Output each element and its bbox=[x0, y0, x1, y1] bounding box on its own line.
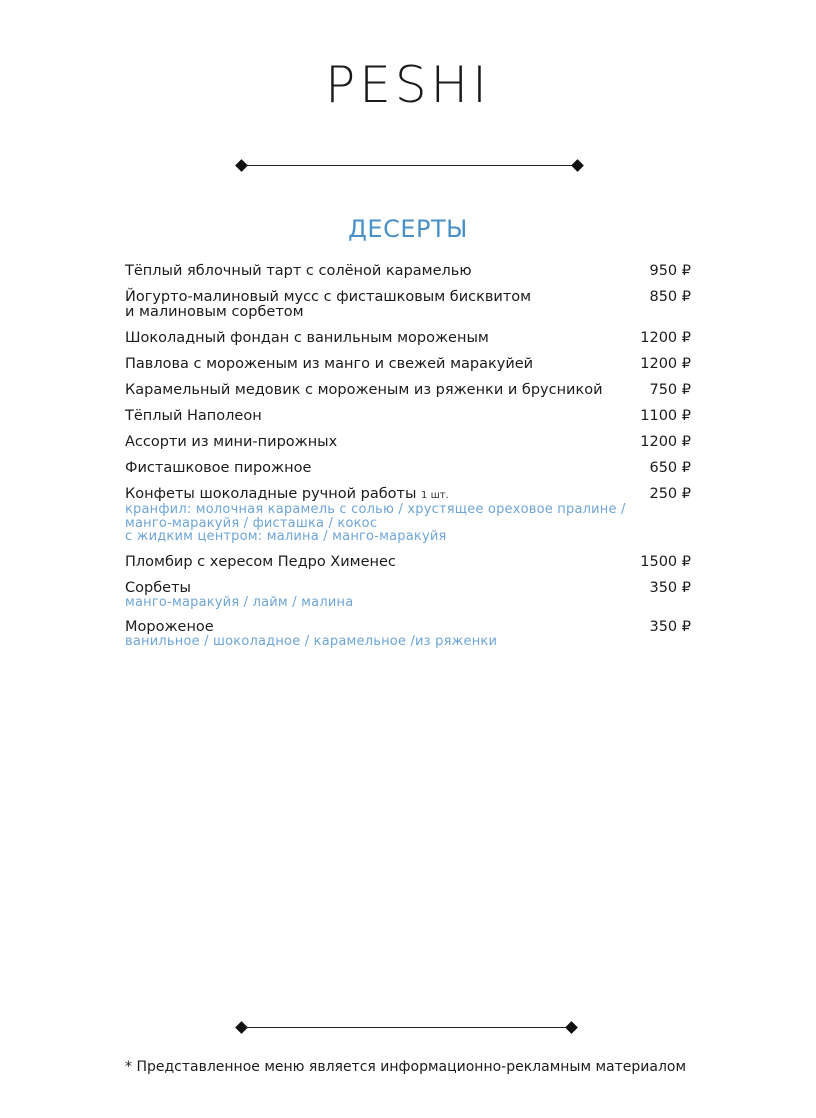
menu-item bbox=[125, 581, 691, 610]
menu-item bbox=[125, 620, 691, 649]
item-name: Фисташковое пирожное bbox=[125, 460, 312, 476]
diamond-icon bbox=[235, 159, 248, 172]
item-sub-line: манго-маракуйя / фисташка / кокос bbox=[125, 515, 378, 531]
item-note: 1 шт. bbox=[421, 490, 449, 501]
item-price: 1100 ₽ bbox=[640, 408, 691, 424]
top-divider bbox=[236, 159, 583, 173]
item-name bbox=[125, 487, 449, 503]
menu-item bbox=[125, 555, 691, 570]
item-price: 750 ₽ bbox=[649, 382, 691, 398]
menu-item bbox=[125, 331, 691, 346]
menu-item bbox=[125, 409, 691, 424]
item-name-text: Конфеты шоколадные ручной работы bbox=[125, 486, 417, 502]
item-name-line2: и малиновым сорбетом bbox=[125, 304, 304, 320]
section-title: ДЕСЕРТЫ bbox=[348, 215, 468, 243]
item-name: Пломбир с хересом Педро Хименес bbox=[125, 553, 396, 570]
diamond-icon bbox=[235, 1021, 248, 1034]
item-name: Ассорти из мини-пирожных bbox=[125, 434, 338, 450]
divider-line bbox=[245, 1027, 568, 1028]
menu-item bbox=[125, 461, 691, 476]
item-price: 950 ₽ bbox=[649, 263, 691, 279]
menu-item bbox=[125, 487, 691, 544]
item-sub-line: ванильное / шоколадное / карамельное /из ряженки bbox=[125, 634, 498, 649]
footer-disclaimer: * Представленное меню является информационно-рекламным материалом bbox=[125, 1059, 687, 1075]
item-sub-line: кранфил: молочная карамель с солью / хрустящее ореховое пралине / bbox=[125, 502, 626, 517]
item-name: Шоколадный фондан с ванильным мороженым bbox=[125, 330, 489, 346]
item-price: 650 ₽ bbox=[649, 460, 691, 476]
bottom-divider bbox=[236, 1021, 577, 1035]
item-name: Тёплый Наполеон bbox=[125, 408, 262, 424]
menu-item bbox=[125, 264, 691, 279]
item-price: 850 ₽ bbox=[649, 289, 691, 305]
menu-item bbox=[125, 357, 691, 372]
item-price: 1500 ₽ bbox=[640, 553, 691, 570]
menu-list bbox=[125, 264, 691, 660]
restaurant-logo: PESHI bbox=[325, 56, 491, 114]
item-name-line1: Йогурто-малиновый мусс с фисташковым бисквитом bbox=[125, 289, 532, 305]
menu-item bbox=[125, 290, 691, 320]
item-price: 1200 ₽ bbox=[640, 330, 691, 346]
item-name: Сорбеты bbox=[125, 579, 191, 596]
item-price: 350 ₽ bbox=[649, 579, 691, 596]
item-price: 350 ₽ bbox=[649, 619, 691, 635]
diamond-icon bbox=[565, 1021, 578, 1034]
item-name: Павлова с мороженым из манго и свежей маракуйей bbox=[125, 356, 534, 372]
diamond-icon bbox=[571, 159, 584, 172]
item-price: 1200 ₽ bbox=[640, 356, 691, 372]
item-price: 1200 ₽ bbox=[640, 434, 691, 450]
item-sub-line: с жидким центром: малина / манго-маракуйя bbox=[125, 529, 447, 544]
menu-item bbox=[125, 383, 691, 398]
item-name: Тёплый яблочный тарт с солёной карамелью bbox=[125, 263, 472, 279]
item-name: Карамельный медовик с мороженым из ряженки и брусникой bbox=[125, 382, 603, 398]
divider-line bbox=[245, 165, 574, 166]
item-sub-line: манго-маракуйя / лайм / малина bbox=[125, 594, 354, 610]
item-name bbox=[125, 290, 531, 320]
menu-item bbox=[125, 435, 691, 450]
item-name: Мороженое bbox=[125, 619, 214, 635]
item-price: 250 ₽ bbox=[649, 486, 691, 502]
